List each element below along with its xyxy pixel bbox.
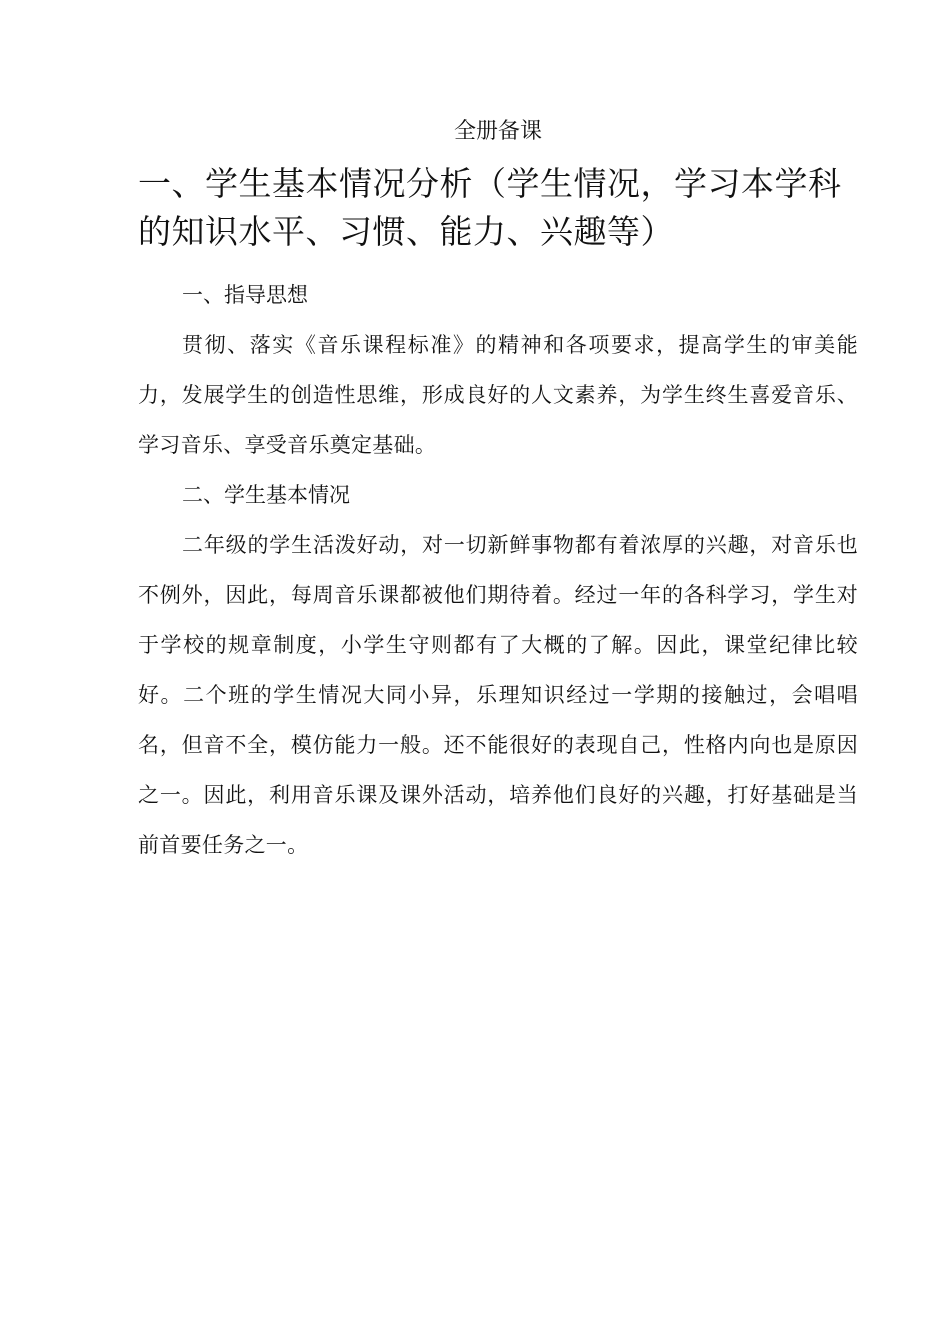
section-student-situation	[138, 470, 858, 870]
document-content	[138, 112, 858, 870]
section-paragraph: 贯彻、落实《音乐课程标准》的精神和各项要求，提高学生的审美能力，发展学生的创造性思维，形成良好的人文素养，为学生终生喜爱音乐、学习音乐、享受音乐奠定基础。	[138, 333, 858, 457]
document-title: 全册备课	[453, 119, 542, 144]
section-paragraph: 二年级的学生活泼好动，对一切新鲜事物都有着浓厚的兴趣，对音乐也不例外，因此，每周音乐课都被他们期待着。经过一年的各科学习，学生对于学校的规章制度，小学生守则都有了大概的了解。因此，课堂纪律比较好。二个班的学生情况大同小异，乐理知识经过一学期的接触过，会唱唱名，但音不全，模仿能力一般。还不能很好的表现自己，性格内向也是原因之一。因此，利用音乐课及课外活动，培养他们良好的兴趣，打好基础是当前首要任务之一。	[138, 533, 858, 857]
section-heading: 二、学生基本情况	[182, 483, 350, 507]
section-guiding-ideology	[138, 270, 858, 470]
section-heading: 一、指导思想	[182, 283, 308, 307]
main-heading: 一、学生基本情况分析（学生情况，学习本学科的知识水平、习惯、能力、兴趣等）	[138, 164, 842, 251]
